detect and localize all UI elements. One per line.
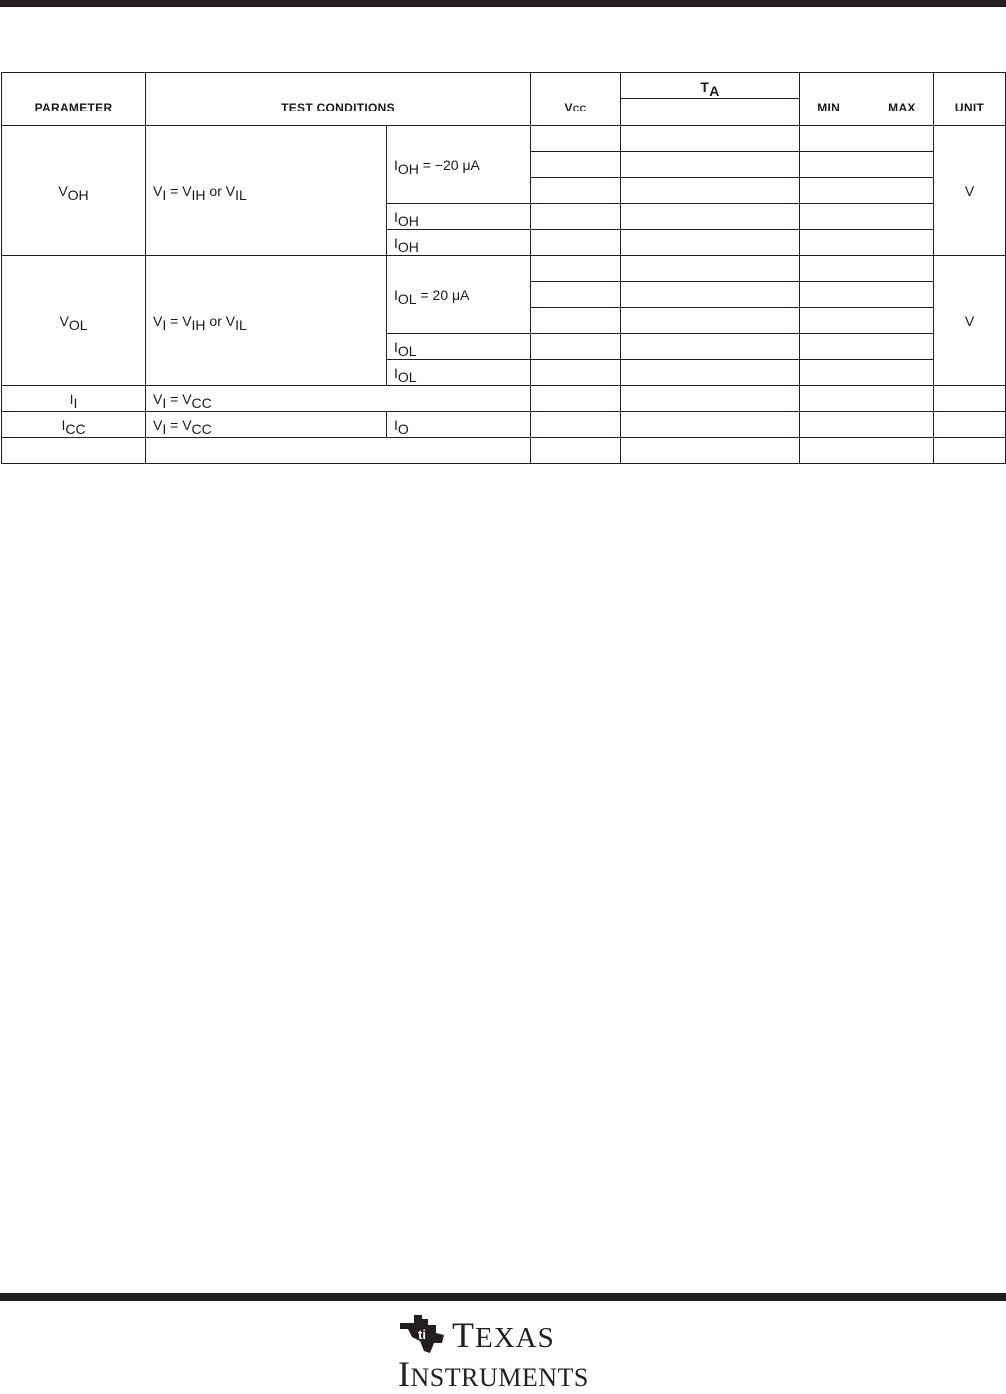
logo-wordmark: TEXAS INSTRUMENTS <box>398 1315 589 1394</box>
param-icc: $I_{CC}$ <box>2 412 146 438</box>
cond-icc: $V_I = V_{CC}$ <box>146 412 387 438</box>
cell <box>531 360 621 386</box>
cell <box>146 438 531 464</box>
cell <box>800 412 934 438</box>
cell <box>800 334 934 360</box>
cell <box>531 438 621 464</box>
header-ta-sub-cell <box>621 99 800 126</box>
header-min-max: MIN MAX <box>800 73 934 126</box>
cell <box>934 386 1006 412</box>
cell <box>800 178 934 204</box>
cell <box>531 308 621 334</box>
cell <box>621 204 800 230</box>
param-voh: $V_{OH}$ <box>2 126 146 256</box>
cond-voh: $V_I = V_{IH}$ or $V_{IL}$ <box>146 126 387 256</box>
cell <box>621 282 800 308</box>
cell <box>621 230 800 256</box>
top-rule <box>0 0 1006 7</box>
ti-state-icon <box>398 1313 450 1357</box>
cell <box>621 178 800 204</box>
bottom-rule <box>0 1293 1006 1301</box>
iol-main-condition: $I_{OL} = 20$ μA <box>387 256 531 334</box>
cell <box>800 282 934 308</box>
cell <box>531 386 621 412</box>
cell <box>2 438 146 464</box>
cell <box>531 230 621 256</box>
cell <box>800 152 934 178</box>
cell <box>621 256 800 282</box>
cell <box>531 178 621 204</box>
header-test-conditions: TEST CONDITIONS <box>146 73 531 126</box>
cell <box>531 204 621 230</box>
cell <box>531 126 621 152</box>
cell <box>621 334 800 360</box>
electrical-characteristics-table <box>1 72 1006 464</box>
cell <box>531 334 621 360</box>
ioh-main-condition: $I_{OH} = -20$ μA <box>387 126 531 204</box>
cell <box>934 438 1006 464</box>
cond-ii: $V_I = V_{CC}$ <box>146 386 531 412</box>
cell <box>621 412 800 438</box>
cell <box>531 412 621 438</box>
iol-condition-2: $I_{OL}$ <box>387 334 531 360</box>
cell <box>531 282 621 308</box>
cell <box>621 386 800 412</box>
cond-icc-io: $I_O$ <box>387 412 531 438</box>
cell <box>800 438 934 464</box>
unit-voh: V <box>934 126 1006 256</box>
param-ii: $I_I$ <box>2 386 146 412</box>
cell <box>800 256 934 282</box>
cell <box>621 152 800 178</box>
ioh-condition-2: $I_{OH}$ <box>387 204 531 230</box>
cell <box>800 230 934 256</box>
electrical-characteristics-table-wrapper <box>0 72 1006 480</box>
cell <box>800 308 934 334</box>
param-vol: $V_{OL}$ <box>2 256 146 386</box>
cell <box>621 126 800 152</box>
svg-text:ti: ti <box>418 1327 426 1342</box>
unit-vol: V <box>934 256 1006 386</box>
cell <box>800 204 934 230</box>
cell <box>621 308 800 334</box>
cond-vol: $V_I = V_{IH}$ or $V_{IL}$ <box>146 256 387 386</box>
cell <box>621 438 800 464</box>
header-parameter: PARAMETER <box>2 73 146 126</box>
cell <box>531 152 621 178</box>
header-vcc: VCC <box>531 73 621 126</box>
iol-condition-3: $I_{OL}$ <box>387 360 531 386</box>
ioh-condition-3: $I_{OH}$ <box>387 230 531 256</box>
cell <box>531 256 621 282</box>
cell <box>800 360 934 386</box>
header-ta: $T_A$ <box>621 73 800 99</box>
texas-instruments-logo <box>398 1313 608 1394</box>
cell <box>621 360 800 386</box>
cell <box>800 386 934 412</box>
cell <box>934 412 1006 438</box>
header-unit: UNIT <box>934 73 1006 126</box>
cell <box>800 126 934 152</box>
